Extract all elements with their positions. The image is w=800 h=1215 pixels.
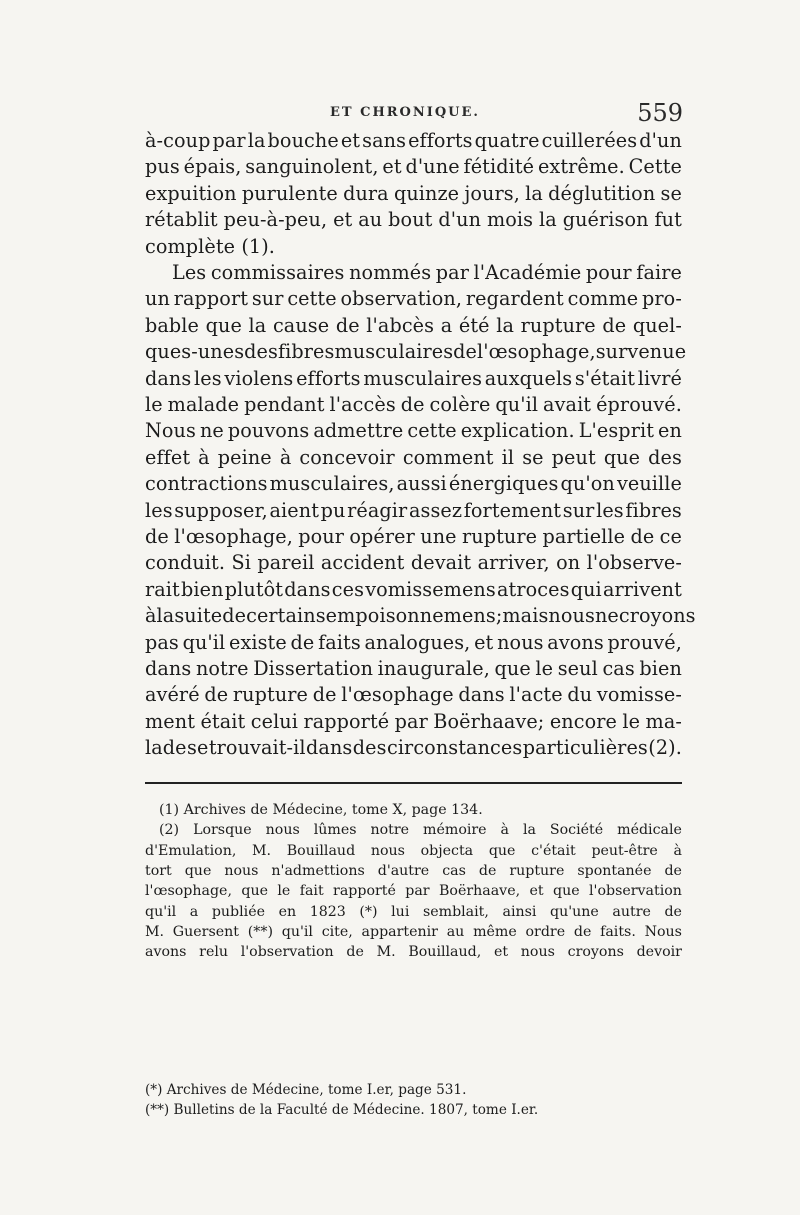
text-line: les supposer, aient pu réagir assez fortement sur les fibres — [145, 498, 682, 522]
text-line: pas qu'il existe de faits analogues, et nous avons prouvé, — [145, 630, 682, 654]
text-line: (2) Lorsque nous lûmes notre mémoire à la Société médicale — [159, 822, 682, 839]
page-number: 559 — [637, 99, 683, 127]
text-line: d'Emulation, M. Bouillaud nous objecta que c'était peut-être à — [145, 842, 682, 859]
text-line: complète (1). — [145, 234, 276, 258]
text-line: (**) Bulletins de la Faculté de Médecine. 1807, tome I.er. — [145, 1101, 539, 1118]
text-line: rétablit peu-à-peu, et au bout d'un mois la guérison fut — [145, 208, 682, 232]
text-line: avéré de rupture de l'œsophage dans l'acte du vomisse- — [145, 683, 682, 707]
running-head — [140, 101, 685, 131]
text-line: Nous ne pouvons admettre cette explication. L'esprit en — [145, 419, 682, 443]
text-line: dans notre Dissertation inaugurale, que le seul cas bien — [145, 657, 682, 680]
text-line: lade se trouvait-il dans des circonstances particulières (2). — [145, 736, 682, 760]
footnote-rule — [145, 782, 682, 784]
text-line: (*) Archives de Médecine, tome I.er, page 531. — [145, 1082, 467, 1098]
text-line: de l'œsophage, pour opérer une rupture partielle de ce — [145, 525, 682, 548]
text-line: rait bien plutôt dans ces vomissemens atroces qui arrivent — [145, 577, 682, 601]
text-line: tort que nous n'admettions d'autre cas de rupture spontanée de — [145, 862, 682, 879]
text-line: pus épais, sanguinolent, et d'une fétidité extrême. Cette — [145, 155, 682, 179]
text-line: ment était celui rapporté par Boërhaave; encore le ma- — [145, 709, 682, 733]
text-line: (1) Archives de Médecine, tome X, page 134. — [159, 802, 483, 818]
text-line: qu'il a publiée en 1823 (*) lui semblait, ainsi qu'une autre de — [145, 903, 682, 920]
running-title: ET CHRONIQUE. — [330, 105, 480, 120]
text-line: dans les violens efforts musculaires auxquels s'était livré — [145, 366, 682, 390]
text-line: l'œsophage, que le fait rapporté par Boërhaave, et que l'observation — [145, 883, 682, 900]
text-line: bable que la cause de l'abcès a été la rupture de quel- — [145, 313, 682, 337]
text-line: expuition purulente dura quinze jours, la déglutition se — [145, 181, 682, 205]
text-line: contractions musculaires, aussi énergiques qu'on veuille — [145, 472, 682, 496]
text-line: avons relu l'observation de M. Bouillaud, et nous croyons devoir — [145, 944, 682, 961]
text-line: effet à peine à concevoir comment il se peut que des — [145, 445, 682, 469]
text-line: à-coup par la bouche et sans efforts quatre cuillerées d'un — [145, 129, 682, 152]
text-line: le malade pendant l'accès de colère qu'il avait éprouvé. — [145, 393, 682, 416]
text-line: ques-unes des fibres musculaires de l'œsophage, survenue — [145, 340, 687, 364]
text-line: à la suite de certains empoisonnemens; mais nous ne croyons — [145, 604, 696, 628]
text-line: Les commissaires nommés par l'Académie pour faire — [172, 261, 682, 284]
text-line: conduit. Si pareil accident devait arriver, on l'observe- — [145, 551, 682, 575]
text-line: un rapport sur cette observation, regardent comme pro- — [145, 287, 682, 311]
text-line: M. Guersent (**) qu'il cite, appartenir au même ordre de faits. Nous — [145, 923, 682, 940]
